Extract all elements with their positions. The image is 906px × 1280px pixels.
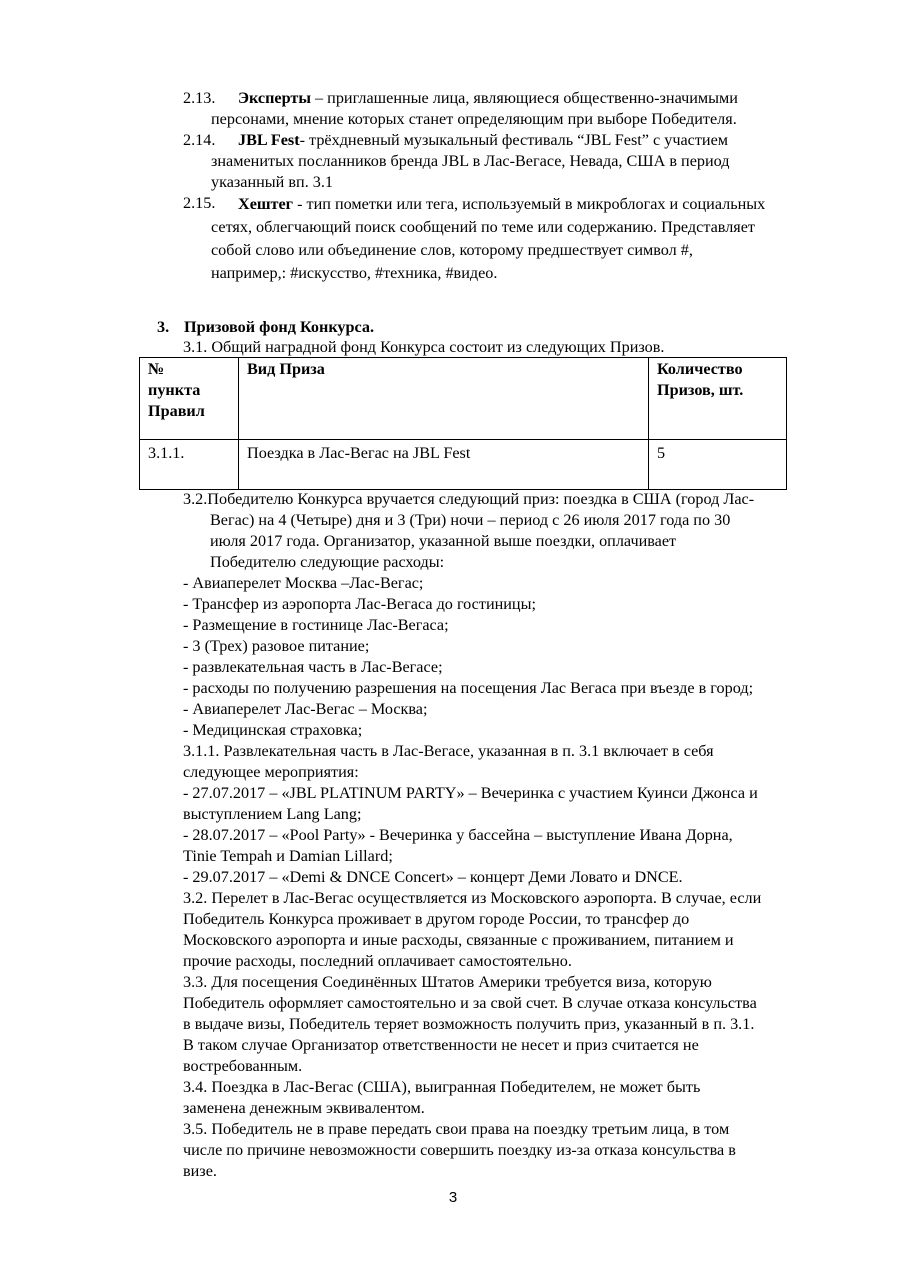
body-line: заменена денежным эквивалентом. xyxy=(183,1099,425,1117)
p32-line: июля 2017 года. Организатор, указанной выше поездки, оплачивает xyxy=(210,532,677,550)
table-cell: 3.1.1. xyxy=(140,440,239,490)
prize-table xyxy=(139,357,787,490)
definition-2-15 xyxy=(183,193,833,285)
definition-text-line: собой слово или объединение слов, которому предшествует символ #, xyxy=(211,241,693,259)
p32-line: 3.2.Победителю Конкурса вручается следующий приз: поездка в США (город Лас- xyxy=(183,490,755,508)
definition-text-line: указанный вп. 3.1 xyxy=(211,173,334,191)
body-line: в выдаче визы, Победитель теряет возможность получить приз, указанный в п. 3.1. xyxy=(183,1015,755,1033)
body-line: - 28.07.2017 – «Pool Party» - Вечеринка у бассейна – выступление Ивана Дорна, xyxy=(183,826,733,844)
body-line: 3.2. Перелет в Лас-Вегас осуществляется из Московского аэропорта. В случае, если xyxy=(183,889,762,907)
body-line: визе. xyxy=(183,1162,217,1180)
section-number: 3. xyxy=(157,318,170,336)
header-cell-number: № пункта Правил xyxy=(140,358,239,440)
section-title-text: Призовой фонд Конкурса. xyxy=(184,318,375,336)
body-line: числе по причине невозможности совершить поездку из-за отказа консульства в xyxy=(183,1141,736,1159)
body-line: 3.4. Поездка в Лас-Вегас (США), выигранная Победителем, не может быть xyxy=(183,1078,701,1096)
header-cell-quantity: Количество Призов, шт. xyxy=(649,358,787,440)
body-line: - 27.07.2017 – «JBL PLATINUM PARTY» – Вечеринка с участием Куинси Джонса и xyxy=(183,784,758,802)
definition-text: – приглашенные лица, являющиеся общественно-значимыми xyxy=(310,89,738,107)
expense-item: - 3 (Трех) разовое питание; xyxy=(183,637,370,655)
table-row xyxy=(140,440,787,490)
body-line: 3.5. Победитель не в праве передать свои права на поездку третьим лица, в том xyxy=(183,1120,730,1138)
expense-item: - Размещение в гостинице Лас-Вегаса; xyxy=(183,616,449,634)
definition-term: Эксперты xyxy=(238,89,311,107)
definition-number: 2.14. xyxy=(183,131,216,149)
body-line: В таком случае Организатор ответственности не несет и приз считается не xyxy=(183,1036,699,1054)
body-line: востребованным. xyxy=(183,1057,303,1075)
table-cell: 5 xyxy=(649,440,787,490)
expense-item: - Авиаперелет Лас-Вегас – Москва; xyxy=(183,700,428,718)
body-line: - 29.07.2017 – «Demi & DNCE Concert» – концерт Деми Ловато и DNCE. xyxy=(183,868,683,886)
section-title xyxy=(157,317,374,338)
body-line: выступлением Lang Lang; xyxy=(183,805,362,823)
expense-item: - Трансфер из аэропорта Лас-Вегаса до гостиницы; xyxy=(183,595,536,613)
expense-item: - Медицинская страховка; xyxy=(183,721,363,739)
definition-term: JBL Fest xyxy=(238,131,300,149)
body-line: Tinie Tempah и Damian Lillard; xyxy=(183,847,393,865)
body-line: Победитель Конкурса проживает в другом городе России, то трансфер до xyxy=(183,910,690,928)
table-cell: Поездка в Лас-Вегас на JBL Fest xyxy=(239,440,649,490)
body-line: следующее мероприятия: xyxy=(183,763,359,781)
body-line: прочие расходы, последний оплачивает самостоятельно. xyxy=(183,952,572,970)
definition-2-13 xyxy=(183,88,833,130)
body-line: Московского аэропорта и иные расходы, связанные с проживанием, питанием и xyxy=(183,931,734,949)
definition-text-line: например,: #искусство, #техника, #видео. xyxy=(211,264,498,282)
definition-text-line: знаменитых посланников бренда JBL в Лас-Вегасе, Невада, США в период xyxy=(211,152,730,170)
definition-text-line: персонами, мнение которых станет определяющим при выборе Победителя. xyxy=(211,110,737,128)
body-line: Победитель оформляет самостоятельно и за свой счет. В случае отказа консульства xyxy=(183,994,757,1012)
definition-text-line: сетях, облегчающий поиск сообщений по теме или содержанию. Представляет xyxy=(211,218,755,236)
p32-line: Вегас) на 4 (Четыре) дня и 3 (Три) ночи – период с 26 июля 2017 года по 30 xyxy=(210,511,731,529)
expense-item: - расходы по получению разрешения на посещения Лас Вегаса при въезде в город; xyxy=(183,679,754,697)
body-line: 3.1.1. Развлекательная часть в Лас-Вегасе, указанная в п. 3.1 включает в себя xyxy=(183,742,714,760)
definition-term: Хештег xyxy=(238,195,294,213)
definition-text: - трёхдневный музыкальный фестиваль “JBL Fest” с участием xyxy=(299,131,729,149)
definition-number: 2.13. xyxy=(183,89,216,107)
definition-number: 2.15. xyxy=(183,194,216,212)
definition-text: - тип пометки или тега, используемый в микроблогах и социальных xyxy=(293,195,766,213)
table-header-row xyxy=(140,358,787,440)
body-line: 3.3. Для посещения Соединённых Штатов Америки требуется виза, которую xyxy=(183,973,712,991)
definition-2-14 xyxy=(183,130,833,193)
expense-item: - развлекательная часть в Лас-Вегасе; xyxy=(183,658,443,676)
page-number: 3 xyxy=(448,1189,458,1206)
p32-line: Победителю следующие расходы: xyxy=(210,553,445,571)
header-cell-prize-type: Вид Приза xyxy=(239,358,649,440)
intro-3-1: 3.1. Общий наградной фонд Конкурса состоит из следующих Призов. xyxy=(183,338,665,356)
expense-item: - Авиаперелет Москва –Лас-Вегас; xyxy=(183,574,424,592)
